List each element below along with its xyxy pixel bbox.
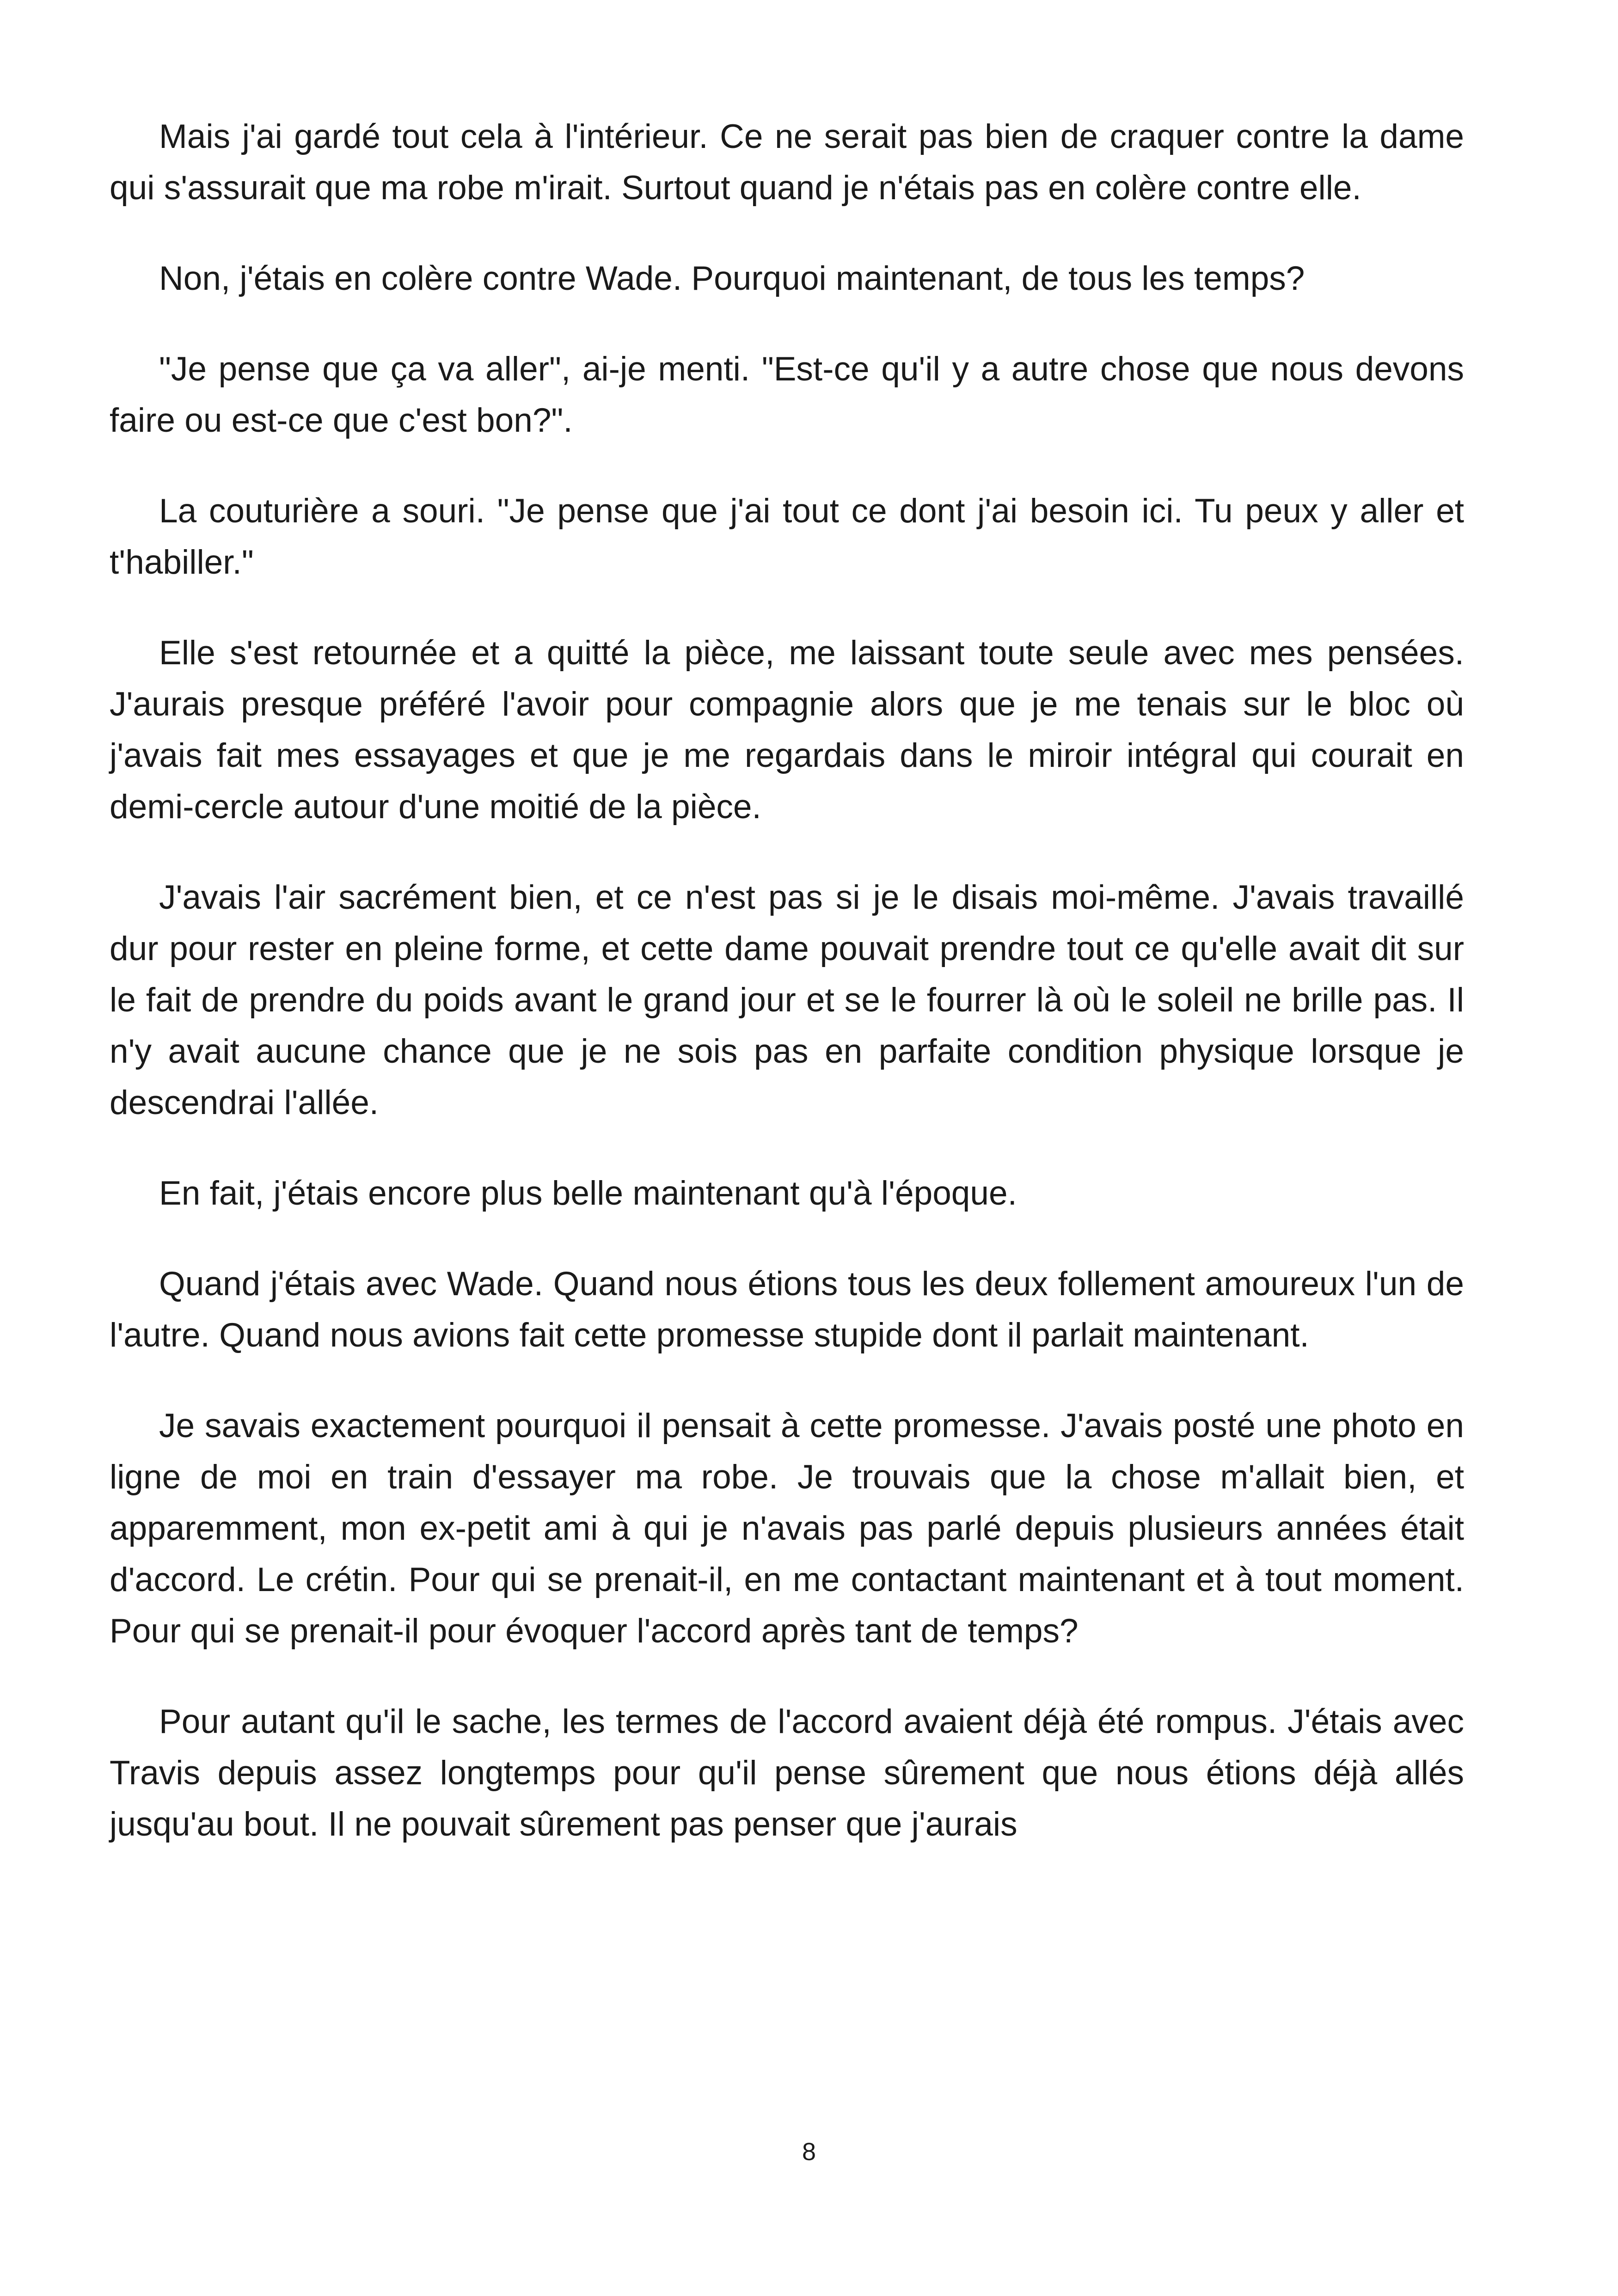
paragraph: Elle s'est retournée et a quitté la pièce, me laissant toute seule avec mes pensées. J'aurais presque préféré l'avoir pour compagnie alors que je me tenais sur le bloc où j'avais fait mes essayages et que je me regardais dans le miroir intégral qui courait en demi-cercle autour d'une moitié de la pièce. (110, 634, 1464, 826)
paragraph: Mais j'ai gardé tout cela à l'intérieur. Ce ne serait pas bien de craquer contre la dame qui s'assurait que ma robe m'irait. Surtout quand je n'étais pas en colère contre elle. (110, 118, 1464, 207)
paragraph: En fait, j'étais encore plus belle maintenant qu'à l'époque. (159, 1175, 1017, 1212)
page-number: 8 (802, 2138, 816, 2166)
paragraph: Je savais exactement pourquoi il pensait à cette promesse. J'avais posté une photo en ligne de moi en train d'essayer ma robe. Je trouvais que la chose m'allait bien, et apparemment, mon ex-petit ami à qui je n'avais pas parlé depuis plusieurs années était d'accord. Le crétin. Pour qui se prenait-il, en me contactant maintenant et à tout moment. Pour qui se prenait-il pour évoquer l'accord après tant de temps? (110, 1407, 1464, 1650)
paragraph: Quand j'étais avec Wade. Quand nous étions tous les deux follement amoureux l'un de l'autre. Quand nous avions fait cette promesse stupide dont il parlait maintenant. (110, 1265, 1464, 1354)
paragraph: Pour autant qu'il le sache, les termes de l'accord avaient déjà été rompus. J'étais avec Travis depuis assez longtemps pour qu'il pense sûrement que nous étions déjà allés jusqu'au bout. Il ne pouvait sûrement pas penser que j'aurais (110, 1703, 1464, 1843)
paragraph: J'avais l'air sacrément bien, et ce n'est pas si je le disais moi-même. J'avais travaillé dur pour rester en pleine forme, et cette dame pouvait prendre tout ce qu'elle avait dit sur le fait de prendre du poids avant le grand jour et se le fourrer là où le soleil ne brille pas. Il n'y avait aucune chance que je ne sois pas en parfaite condition physique lorsque je descendrai l'allée. (110, 879, 1464, 1121)
body-text (110, 111, 1464, 1889)
paragraph: La couturière a souri. "Je pense que j'ai tout ce dont j'ai besoin ici. Tu peux y aller et t'habiller." (110, 492, 1464, 581)
paragraph: "Je pense que ça va aller", ai-je menti. "Est-ce qu'il y a autre chose que nous devons faire ou est-ce que c'est bon?". (110, 350, 1464, 439)
paragraph: Non, j'étais en colère contre Wade. Pourquoi maintenant, de tous les temps? (159, 260, 1305, 297)
